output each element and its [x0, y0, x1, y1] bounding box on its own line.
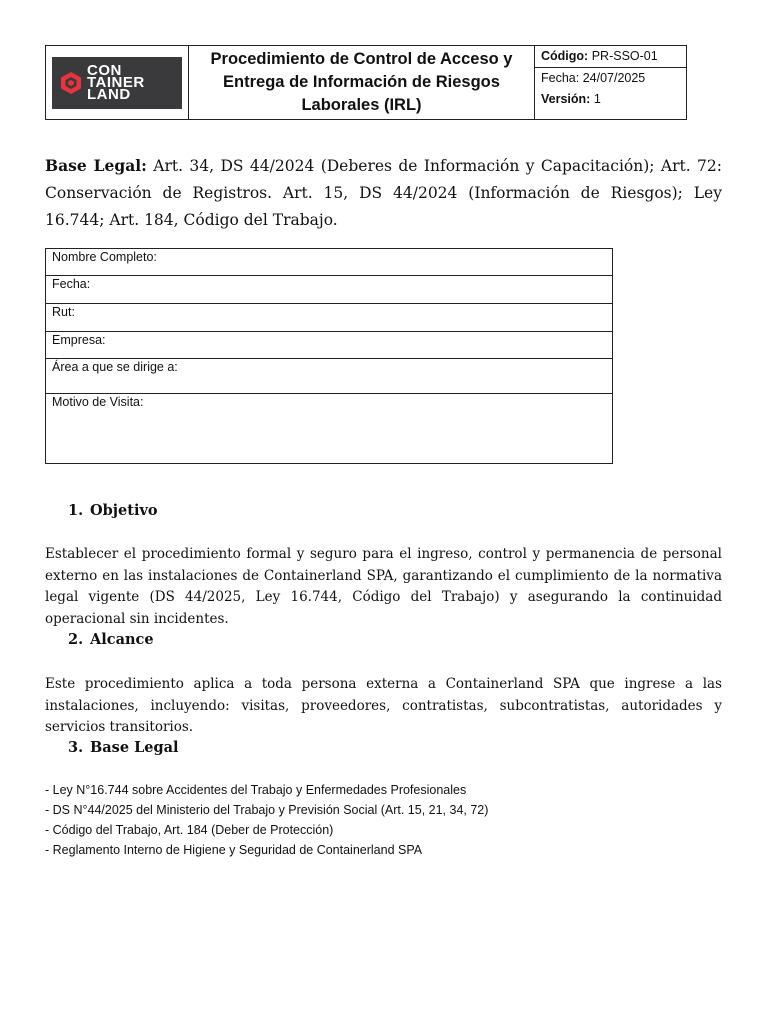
form-field-motivo[interactable]: Motivo de Visita: — [46, 394, 613, 464]
section-heading-base-legal: 3. Base Legal — [68, 739, 179, 756]
document-header — [45, 45, 687, 120]
list-item: - DS N°44/2025 del Ministerio del Trabajo y Previsión Social (Art. 15, 21, 34, 72) — [45, 803, 489, 817]
base-legal-intro — [45, 152, 722, 234]
form-field-nombre[interactable]: Nombre Completo: — [46, 249, 613, 276]
date-value: 24/07/2025 — [582, 71, 646, 85]
hexagon-cube-icon — [60, 71, 82, 95]
list-item: - Reglamento Interno de Higiene y Seguridad de Containerland SPA — [45, 843, 423, 857]
logo-wordmark: CON TAINER LAND — [87, 61, 145, 103]
list-item: - Código del Trabajo, Art. 184 (Deber de Protección) — [45, 823, 334, 837]
document-meta — [535, 46, 687, 120]
base-legal-text: Art. 34, DS 44/2024 (Deberes de Información y Capacitación); Art. 72: Conservación de Registros. Art. 15, DS 44/2024 (Información de Riesgos); Ley 16.744; Art. 184, Código del Trabajo. — [45, 157, 722, 229]
section-text-alcance: Este procedimiento aplica a toda persona externa a Containerland SPA que ingrese a las instalaciones, incluyendo: visitas, proveedores, contratistas, subcontratistas, autoridades y servicios transitorios. — [45, 676, 722, 735]
section-heading-alcance: 2. Alcance — [68, 631, 154, 648]
list-item: - Ley N°16.744 sobre Accidentes del Trabajo y Enfermedades Profesionales — [45, 783, 467, 797]
date-row — [535, 68, 686, 89]
form-field-area[interactable]: Área a que se dirige a: — [46, 359, 613, 394]
form-field-empresa[interactable]: Empresa: — [46, 332, 613, 359]
code-value: PR-SSO-01 — [591, 49, 658, 63]
code-label: Código: — [541, 49, 589, 63]
section-heading-objetivo: 1. Objetivo — [68, 502, 158, 519]
logo-cell — [46, 46, 189, 120]
version-value: 1 — [593, 92, 601, 106]
base-legal-list — [45, 780, 488, 860]
version-row — [535, 89, 686, 110]
code-row — [535, 46, 686, 68]
base-legal-label: Base Legal: — [45, 156, 147, 175]
section-text-objetivo: Establecer el procedimiento formal y seguro para el ingreso, control y permanencia de personal externo en las instalaciones de Containerland SPA, garantizando el cumplimiento de la normativa legal vigente (DS 44/2025, Ley 16.744, Código del Trabajo) y asegurando la continuidad operacional sin incidentes. — [45, 546, 722, 627]
date-label: Fecha: — [541, 71, 580, 85]
version-label: Versión: — [541, 92, 591, 106]
visitor-form — [45, 248, 613, 464]
form-field-rut[interactable]: Rut: — [46, 304, 613, 332]
company-logo — [52, 57, 182, 109]
document-title: Procedimiento de Control de Acceso y Entrega de Información de Riesgos Laborales (IRL) — [189, 46, 535, 120]
form-field-fecha[interactable]: Fecha: — [46, 276, 613, 304]
